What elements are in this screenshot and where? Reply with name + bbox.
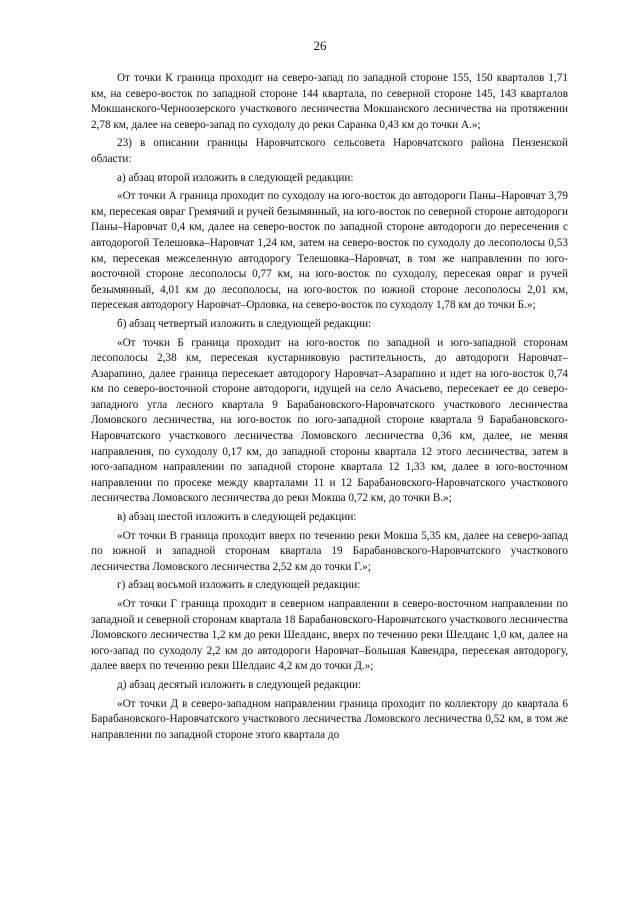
- paragraph-subitem-a: а) абзац второй изложить в следующей редакции:: [117, 171, 354, 184]
- paragraph-point-v: «От точки В граница проходит вверх по течению реки Мокша 5,35 км, далее на северо-запад по южной и западной сторонам квартала 19 Барабановского-Наровчатского участкового лесничества Ломовского лесничества 2,52 км до точки Г.»;: [91, 529, 568, 573]
- paragraph-point-b: «От точки Б граница проходит на юго-восток по западной и юго-западной сторонам лесополосы 2,38 км, пересекая кустарниковую растительность, до автодороги Наровчат–Азарапино, далее граница пересекает автодорогу Наровчат–Азарапино и идет на юго-восток 0,74 км по северо-восточной стороне автодороги, идущей на село Ачасьево, пересекает ее до северо-западного угла лесного квартала 9 Барабановского-Наровчатского участкового лесничества Ломовского лесничества, на юго-восток по юго-западной стороне квартала 9 Барабановского-Наровчатского участкового лесничества Ломовского лесничества 0,36 км, далее, не меняя направления, по суходолу 0,17 км, до западной стороны квартала 12 этого лесничества, затем в юго-западном направлении по западной стороне квартала 12 1,33 км, далее в юго-восточном направлении по просеке между кварталами 11 и 12 Барабановского-Наровчатского участкового лесничества Ломовского лесничества до реки Мокша 0,72 км, до точки В.»;: [91, 336, 568, 505]
- paragraph-point-g: «От точки Г граница проходит в северном направлении в северо-восточном направлении по западной и северной сторонам квартала 18 Барабановского-Наровчатского участкового лесничества Ломовского лесничества 1,2 км до реки Шелдаис, вверх по течению реки Шелдаис 1,0 км, далее на юго-запад по суходолу 2,2 км до автодороги Наровчат–Большая Кавендра, пересекая автодорогу, далее вверх по течению реки Шелдаис 4,2 км до точки Д.»;: [91, 598, 568, 673]
- document-body: [91, 71, 568, 743]
- paragraph-subitem-v: в) абзац шестой изложить в следующей редакции:: [117, 511, 357, 524]
- paragraph-point-a: «От точки А граница проходит по суходолу на юго-восток до автодороги Паны–Наровчат 3,79 км, пересекая овраг Гремячий и ручей безымянный, на юго-восток по северной стороне автодороги Паны–Наровчат 0,4 км, далее на северо-восток по западной стороне автодороги до пересечения с автодорогой Телешовка–Наровчат 1,24 км, затем на северо-восток по суходолу до лесополосы 0,53 км, пересекая межселенную автодорогу Телешовка–Наровчат, в том же направлении по юго-восточной стороне лесополосы 0,77 км, на юго-восток по суходолу, пересекая овраг и ручей безымянный, 4,01 км до лесополосы, на юго-восток по южной стороне лесополосы 2,01 км, пересекая автодорогу Наровчат–Орловка, на северо-восток по суходолу 1,78 км до точки Б.»;: [91, 190, 568, 312]
- page-number: 26: [313, 38, 327, 53]
- paragraph-point-d: «От точки Д в северо-западном направлении граница проходит по коллектору до квартала 6 Барабановского-Наровчатского участкового лесничества Ломовского лесничества 0,52 км, в том же направлении по западной стороне этого квартала до: [91, 697, 568, 741]
- paragraph-subitem-d: д) абзац десятый изложить в следующей редакции:: [117, 678, 362, 691]
- paragraph-item-23: 23) в описании границы Наровчатского сельсовета Наровчатского района Пензенской области:: [91, 137, 568, 165]
- paragraph-subitem-g: г) абзац восьмой изложить в следующей редакции:: [117, 579, 361, 592]
- paragraph-subitem-b: б) абзац четвертый изложить в следующей редакции:: [117, 317, 372, 330]
- paragraph-point-k: От точки К граница проходит на северо-запад по западной стороне 155, 150 кварталов 1,71 км, на северо-восток по западной стороне 144 квартала, по северной стороне 145, 143 кварталов Мокшанского-Черноозерского участкового лесничества Мокшанского лесничества на протяжении 2,78 км, далее на северо-запад по суходолу до реки Саранка 0,43 км до точки А.»;: [91, 72, 568, 131]
